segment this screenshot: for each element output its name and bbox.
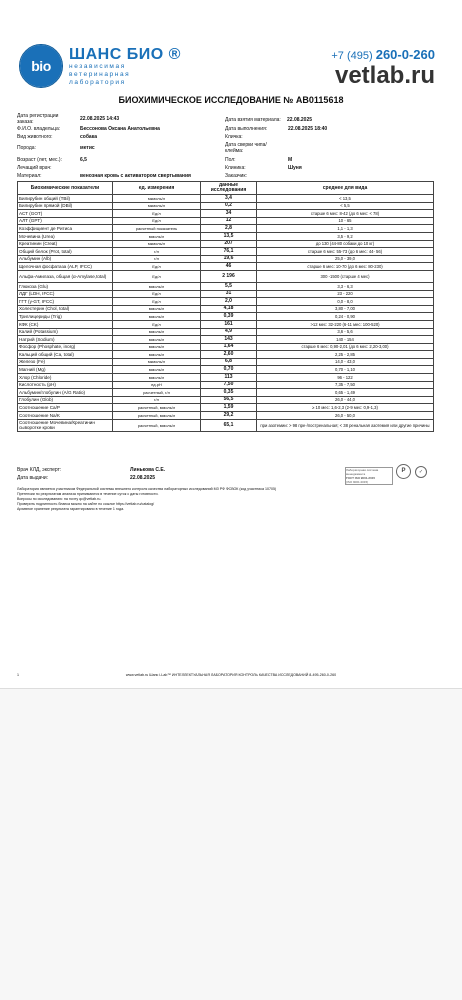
tagline-3: лаборатория (69, 79, 126, 86)
value-cell: 2,8 (201, 225, 257, 233)
table-row (18, 351, 434, 359)
cert-line-1: Лабораторная система менеджмента (346, 468, 379, 476)
doctor-label: Лечащий врач: (17, 165, 52, 171)
value-cell: 2,0 (201, 298, 257, 306)
sex-label: Пол: (225, 157, 236, 163)
value-cell: 2 196 (201, 270, 257, 282)
param-cell: Билирубин прямой (DBil) (18, 202, 113, 210)
value-cell: 0,2 (201, 202, 257, 210)
norm-cell: 3,5 - 9,2 (257, 232, 434, 240)
norm-cell: 23 - 220 (257, 290, 434, 298)
norm-cell: 2,25 - 2,85 (257, 351, 434, 359)
norm-cell: 26,0 - 50,0 (257, 412, 434, 420)
unit-cell: расчетный, г/л (113, 389, 201, 397)
reg-value: 22.08.2025 14:43 (80, 116, 120, 122)
param-cell: Фосфор (Phosphate, inorg) (18, 343, 113, 351)
table-row (18, 328, 434, 336)
param-cell: Кальций общий (Ca, total) (18, 351, 113, 359)
value-cell: 6,8 (201, 358, 257, 366)
param-cell: ГГТ (γ-GT, IFCC) (18, 298, 113, 306)
tagline-2: ветеринарная (69, 71, 131, 78)
param-cell: Хлор (Chloride) (18, 374, 113, 382)
unit-cell: ммоль/л (113, 374, 201, 382)
param-cell: КФК (CK) (18, 320, 113, 328)
sample-value: 22.08.2025 (287, 117, 313, 123)
value-cell: 34 (201, 210, 257, 218)
table-row (18, 374, 434, 382)
param-cell: Щелочная фосфатаза (ALP, IFCC) (18, 263, 113, 271)
owner-label: Ф.И.О. владельца: (17, 126, 61, 132)
value-cell: 31 (201, 290, 257, 298)
value-cell: 29,2 (201, 412, 257, 420)
table-row (18, 313, 434, 321)
breed-label: Порода: (17, 145, 36, 151)
unit-cell: ммоль/л (113, 351, 201, 359)
brand-name: ШАНС БИО ® (69, 46, 181, 63)
species-value: собака (80, 134, 97, 140)
param-cell: Калий (Potassium) (18, 328, 113, 336)
param-cell: Билирубин общий (TBil) (18, 195, 113, 203)
norm-cell: >12 мес: 32-220 (6-11 мес: 100-520) (257, 320, 434, 328)
param-cell: Глобулин (Glob) (18, 396, 113, 404)
cert-line-2: ГОСТ ISO 9001-2015 (346, 476, 376, 480)
param-cell: Магний (Mg) (18, 366, 113, 374)
nickname-label: Кличка: (225, 134, 243, 140)
value-cell: 0,70 (201, 366, 257, 374)
norm-cell: 25,0 - 39,0 (257, 255, 434, 263)
norm-cell: при азотемии: > 98 пре-/постренальная; < 38 ренальная азотемия или другие причины (257, 419, 434, 431)
value-cell: 161 (201, 320, 257, 328)
norm-cell: 7,35 - 7,50 (257, 381, 434, 389)
verify-label: Дата сверки чипа/клейма: (225, 142, 267, 154)
customer-label: Заказчик: (225, 173, 247, 179)
value-cell: 1,64 (201, 343, 257, 351)
norm-cell: 0,70 - 1,10 (257, 366, 434, 374)
note-4: Проверить подлинность бланка можно на сайте по ссылке https://vetlab.ru/catalog/ (17, 502, 155, 506)
material-label: Материал: (17, 173, 42, 179)
param-cell: АСТ (GOT) (18, 210, 113, 218)
unit-cell: расчетный показатель (113, 225, 201, 233)
expert-value: Линькова С.Е. (130, 467, 166, 473)
value-cell: 46 (201, 263, 257, 271)
unit-cell: мкмоль/л (113, 358, 201, 366)
report-title: БИОХИМИЧЕСКОЕ ИССЛЕДОВАНИЕ № АВ0115618 (118, 95, 344, 105)
unit-cell: ммоль/л (113, 336, 201, 344)
value-cell: 65,1 (201, 419, 257, 431)
unit-cell: г/л (113, 248, 201, 256)
value-cell: 4,18 (201, 305, 257, 313)
table-row (18, 305, 434, 313)
header-unit: ед. измерения (113, 182, 201, 195)
value-cell: 5,5 (201, 282, 257, 290)
cert-line-3: (ISO 9001:2015) (346, 480, 369, 484)
param-cell: Соотношение Мочевина/Креатинин сыворотке крови (18, 419, 113, 431)
table-row (18, 366, 434, 374)
param-cell: ЛДГ (LDH, IFCC) (18, 290, 113, 298)
value-cell: 56,5 (201, 396, 257, 404)
unit-cell: Ед/л (113, 217, 201, 225)
check-seal-icon: ✓ (415, 466, 427, 478)
norm-cell: 0,65 - 1,49 (257, 389, 434, 397)
unit-cell: ммоль/л (113, 328, 201, 336)
param-cell: Общий белок (Prot, total) (18, 248, 113, 256)
param-cell: Триглицериды (Trig) (18, 313, 113, 321)
param-cell: Альфа-Амилаза, общая (α-Amylase,total) (18, 270, 113, 282)
param-cell: Креатинин (Creat) (18, 240, 113, 248)
table-row (18, 263, 434, 271)
norm-cell: 1,1 - 1,3 (257, 225, 434, 233)
phone (310, 47, 435, 62)
param-cell: Натрий (Sodium) (18, 336, 113, 344)
table-row (18, 240, 434, 248)
unit-cell: ммоль/л (113, 232, 201, 240)
norm-cell: 3,3 - 6,3 (257, 282, 434, 290)
unit-cell: Ед/л (113, 298, 201, 306)
norm-cell: 0,0 - 8,0 (257, 298, 434, 306)
owner-value: Бессонова Оксана Анатольевна (80, 126, 160, 132)
breed-value: метис (80, 145, 95, 151)
table-row (18, 389, 434, 397)
header-parameter: Биохимические показатели (18, 182, 113, 195)
unit-cell: расчетный, ммоль/л (113, 419, 201, 431)
param-cell: Мочевина (Urea) (18, 232, 113, 240)
unit-cell: г/л (113, 255, 201, 263)
value-cell: 3,4 (201, 195, 257, 203)
unit-cell: Ед/л (113, 263, 201, 271)
table-row (18, 419, 434, 431)
norm-cell: до 130 (44-80 собаки до 10 кг) (257, 240, 434, 248)
table-row (18, 290, 434, 298)
table-row (18, 270, 434, 282)
table-row (18, 217, 434, 225)
norm-cell: 3,6 - 5,6 (257, 328, 434, 336)
table-row (18, 412, 434, 420)
note-1: Лаборатория является участником Федеральной системы внешнего контроля качества лабораторных исследований МЗ РФ ФСВОК (код участника 10705) (17, 487, 277, 491)
table-row (18, 210, 434, 218)
age-label: Возраст (лет, мес.): (17, 157, 62, 163)
table-row (18, 255, 434, 263)
tagline-1: независимая (69, 63, 126, 70)
header-norm: среднее для вида (257, 182, 434, 195)
norm-cell: 26,0 - 44,0 (257, 396, 434, 404)
unit-cell: расчетный, ммоль/л (113, 404, 201, 412)
value-cell: 19,6 (201, 255, 257, 263)
value-cell: 76,1 (201, 248, 257, 256)
age-value: 6,5 (80, 157, 87, 163)
unit-cell: ед.pH (113, 381, 201, 389)
table-row (18, 232, 434, 240)
table-row (18, 225, 434, 233)
results-table (17, 181, 434, 432)
value-cell: 4,9 (201, 328, 257, 336)
param-cell: Глюкоза (Glu) (18, 282, 113, 290)
note-2: Претензии по результатам анализа принимаются в течение суток с даты готовности. (17, 492, 159, 496)
bottom-line: www.vetlab.ru Шанс i-Lab™ ИНТЕЛЛЕКТУАЛЬНАЯ ЛАБОРАТОРИЯ КОНТРОЛЬ КАЧЕСТВА ИССЛЕДОВАНИЙ 8-495-260-0-260 (125, 673, 337, 677)
param-cell: Коэффициент де Ритиса (18, 225, 113, 233)
param-cell: АЛТ (GPT) (18, 217, 113, 225)
header-value: данные исследования (201, 182, 257, 195)
table-row (18, 396, 434, 404)
reg-label: Дата регистрации заказа: (17, 113, 59, 125)
table-row (18, 343, 434, 351)
value-cell: 7,50 (201, 381, 257, 389)
norm-cell: < 5,5 (257, 202, 434, 210)
page-number: 1 (17, 673, 19, 677)
phone-prefix: +7 (495) (331, 50, 373, 62)
norm-cell: старше 6 мес: 55-73 (до 6 мес: 44- 56) (257, 248, 434, 256)
page-divider (0, 688, 462, 689)
material-value: венозная кровь с активатором свертывания (80, 173, 191, 179)
site-name: vetlab.ru (334, 62, 435, 89)
clinic-value: Шуня (288, 165, 302, 171)
note-5: Архивное хранение результата гарантировано в течение 1 года. (17, 507, 125, 511)
unit-cell: Ед/л (113, 290, 201, 298)
table-row (18, 195, 434, 203)
param-cell: Альбумин/глобулин (A/G Ratio) (18, 389, 113, 397)
value-cell: 143 (201, 336, 257, 344)
expert-label: Врач КЛД, эксперт: (17, 467, 62, 473)
table-row (18, 336, 434, 344)
norm-cell: 10 - 65 (257, 217, 434, 225)
value-cell: 1,59 (201, 404, 257, 412)
note-3: Вопросы по исследованию: на почту qc@vetlab.ru. (17, 497, 102, 501)
done-label: Дата выполнения: (225, 126, 268, 132)
value-cell: 13,5 (201, 232, 257, 240)
clinic-label: Клиника: (225, 165, 246, 171)
unit-cell: мкмоль/л (113, 195, 201, 203)
table-row (18, 202, 434, 210)
sex-value: М (288, 157, 293, 163)
table-row (18, 248, 434, 256)
unit-cell: ммоль/л (113, 282, 201, 290)
logo-text: bio (31, 58, 51, 74)
done-value: 22.08.2025 18:40 (288, 126, 328, 132)
norm-cell: < 13,5 (257, 195, 434, 203)
norm-cell: 0,24 - 0,90 (257, 313, 434, 321)
norm-cell: 140 - 154 (257, 336, 434, 344)
table-row (18, 381, 434, 389)
species-label: Вид животного: (17, 134, 53, 140)
norm-cell: старше 6 мес: 10-70 (до 6 мес: 80-230) (257, 263, 434, 271)
unit-cell: расчетный, ммоль/л (113, 412, 201, 420)
unit-cell: Ед/л (113, 270, 201, 282)
value-cell: 207 (201, 240, 257, 248)
value-cell: 0,39 (201, 313, 257, 321)
unit-cell: ммоль/л (113, 343, 201, 351)
param-cell: Холестерин (Chol, total) (18, 305, 113, 313)
param-cell: Альбумин (Alb) (18, 255, 113, 263)
unit-cell: Ед/л (113, 320, 201, 328)
table-row (18, 320, 434, 328)
value-cell: 113 (201, 374, 257, 382)
norm-cell: старше 6 мес: 8-42 (до 6 мес: < 78) (257, 210, 434, 218)
certificate-box (345, 467, 393, 485)
norm-cell: старше 6 мес: 0,90-2,01 (до 6 мес: 2,20-3,00) (257, 343, 434, 351)
table-header-row (18, 182, 434, 195)
norm-cell: ≥ 10 мес: 1,6-2,3 (2-9 мес: 0,9-1,3) (257, 404, 434, 412)
issue-label: Дата выдачи: (17, 475, 49, 481)
param-cell: Кислотность (pH) (18, 381, 113, 389)
unit-cell: г/л (113, 396, 201, 404)
issue-value: 22.08.2025 (130, 475, 156, 481)
quality-seal-icon: P (396, 464, 411, 479)
table-row (18, 404, 434, 412)
unit-cell: ммоль/л (113, 313, 201, 321)
unit-cell: мкмоль/л (113, 202, 201, 210)
unit-cell: ммоль/л (113, 305, 201, 313)
norm-cell: 300 -1500 (старше 4 мес) (257, 270, 434, 282)
table-row (18, 298, 434, 306)
norm-cell: 96 - 122 (257, 374, 434, 382)
norm-cell: 14,0 - 43,0 (257, 358, 434, 366)
value-cell: 0,35 (201, 389, 257, 397)
value-cell: 2,60 (201, 351, 257, 359)
unit-cell: Ед/л (113, 210, 201, 218)
unit-cell: ммоль/л (113, 366, 201, 374)
table-row (18, 358, 434, 366)
table-row (18, 282, 434, 290)
unit-cell: мкмоль/л (113, 240, 201, 248)
param-cell: Железо (Fe) (18, 358, 113, 366)
sample-label: Дата взятия материала: (225, 117, 281, 123)
value-cell: 12 (201, 217, 257, 225)
phone-number: 260-0-260 (375, 47, 435, 62)
param-cell: Соотношение Ca/P (18, 404, 113, 412)
param-cell: Соотношение Na/K (18, 412, 113, 420)
norm-cell: 3,80 - 7,00 (257, 305, 434, 313)
